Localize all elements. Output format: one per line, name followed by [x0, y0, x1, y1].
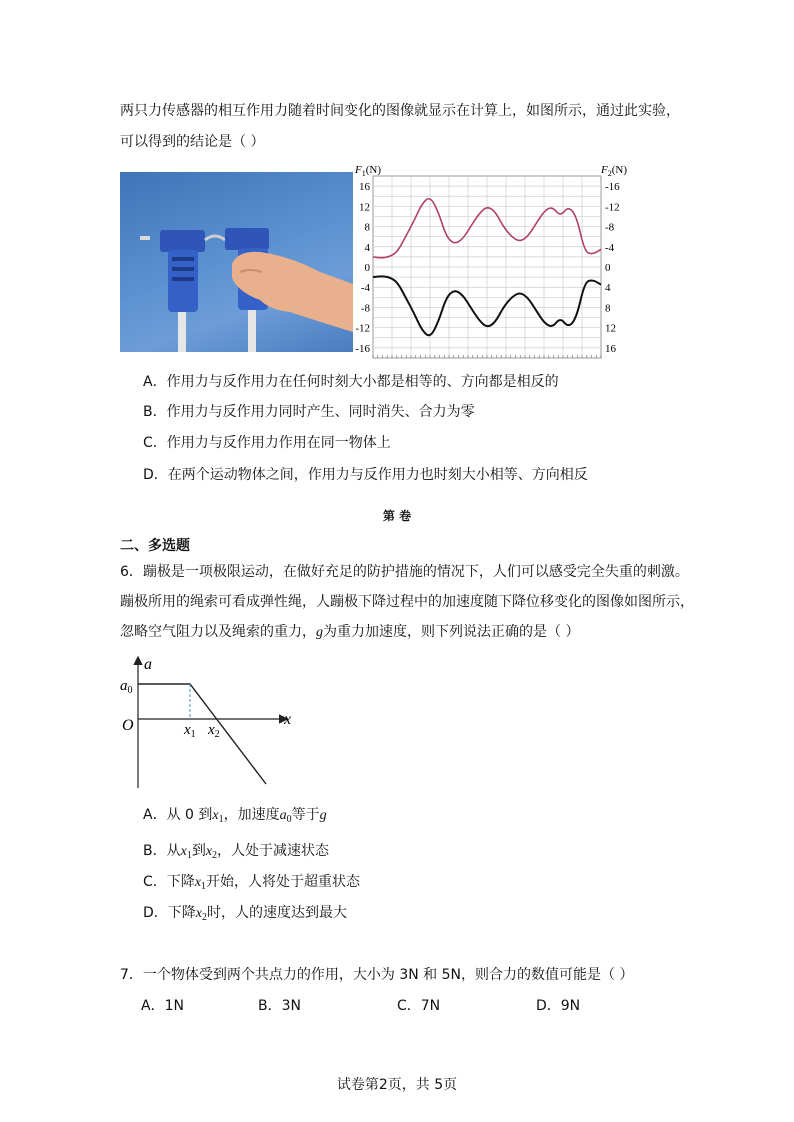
- q5-line-1: 两只力传感器的相互作用力随着时间变化的图像就显示在计算上，如图所示，通过此实验，: [120, 103, 680, 119]
- y-right-tick-label: -16: [605, 181, 620, 194]
- q5-option-a: A．作用力与反作用力在任何时刻大小都是相等的、方向都是相反的: [143, 374, 559, 390]
- a-axis-label: a: [144, 656, 152, 673]
- q6-option-a: A．从 0 到$x_1$，加速度$a_0$等于g: [143, 807, 327, 825]
- chart-grid: [373, 176, 601, 358]
- q7-option-b: B．3N: [258, 998, 301, 1014]
- left-sensor: [160, 230, 205, 352]
- y-left-tick-label: -4: [360, 282, 370, 295]
- force-sensor-photo: [120, 172, 353, 352]
- y-right-tick-label: -8: [605, 221, 615, 234]
- y-left-tick-label: -16: [355, 342, 370, 355]
- y-right-tick-label: 0: [605, 262, 611, 274]
- q6-line-1: 6．蹦极是一项极限运动，在做好充足的防护措施的情况下，人们可以感受完全失重的刺激。: [120, 564, 689, 580]
- wall-hook: [140, 236, 150, 240]
- q6-option-d: D．下降$x_2$时，人的速度达到最大: [143, 905, 347, 923]
- acceleration-displacement-graph: [118, 652, 308, 792]
- q6-line-3: 忽略空气阻力以及绳索的重力，g为重力加速度，则下列说法正确的是（ ）: [120, 624, 580, 640]
- y-right-tick-label: -4: [605, 241, 615, 254]
- q6-option-c: C．下降$x_1$开始，人将处于超重状态: [143, 874, 360, 892]
- connecting-hook: [205, 236, 225, 240]
- q7-option-a: A．1N: [141, 998, 184, 1014]
- f1-axis-label: $F_1(N)$: [355, 164, 382, 178]
- x-axis-label: x: [284, 711, 292, 728]
- y-left-tick-label: -12: [355, 322, 370, 335]
- x2-label: $x_2$: [208, 722, 220, 740]
- q7-option-d: D．9N: [536, 998, 581, 1014]
- page-footer: 试卷第2页，共 5页: [336, 1077, 458, 1093]
- q5-option-c: C．作用力与反作用力作用在同一物体上: [143, 435, 391, 451]
- y-right-tick-label: 8: [605, 302, 611, 315]
- q6-option-b: B．从$x_1$到$x_2$，人处于减速状态: [143, 843, 330, 861]
- q6-line-2: 蹦极所用的绳索可看成弹性绳，人蹦极下降过程中的加速度随下降位移变化的图像如图所示，: [120, 594, 694, 610]
- y-left-tick-label: 0: [364, 262, 370, 274]
- q5-option-b: B．作用力与反作用力同时产生、同时消失、合力为零: [143, 404, 475, 420]
- section-heading: 二、多选题: [120, 538, 190, 554]
- y-right-tick-label: -12: [605, 201, 620, 214]
- origin-label: O: [122, 717, 134, 734]
- q7-stem: 7．一个物体受到两个共点力的作用，大小为 3N 和 5N，则合力的数值可能是（ ）: [120, 967, 634, 983]
- q7-option-c: C．7N: [397, 998, 441, 1014]
- y-left-tick-label: 8: [364, 221, 370, 234]
- y-left-tick-label: 16: [359, 181, 370, 194]
- force-time-chart: [353, 158, 643, 363]
- y-right-tick-label: 16: [605, 342, 616, 355]
- y-left-tick-label: 4: [364, 241, 370, 254]
- x1-label: $x_1$: [184, 722, 196, 740]
- y-left-tick-label: 12: [359, 201, 370, 214]
- section-title: 第 卷: [382, 509, 412, 523]
- f2-axis-label: $F_2(N)$: [601, 164, 628, 178]
- a0-label: $a_0$: [120, 678, 133, 696]
- y-right-tick-label: 4: [605, 282, 611, 295]
- q5-line-2: 可以得到的结论是（ ）: [120, 134, 265, 150]
- y-left-tick-label: -8: [360, 302, 370, 315]
- y-right-tick-label: 12: [605, 322, 616, 335]
- acceleration-line: [138, 684, 266, 784]
- q5-option-d: D．在两个运动物体之间，作用力与反作用力也时刻大小相等、方向相反: [143, 467, 588, 483]
